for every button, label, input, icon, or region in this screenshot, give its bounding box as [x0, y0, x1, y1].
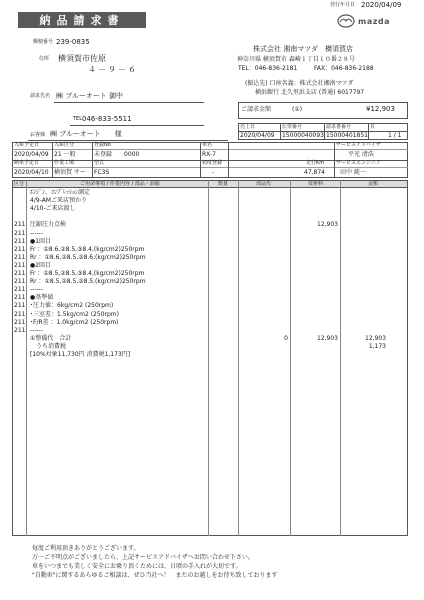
- col-header-category: 区分: [14, 181, 25, 187]
- model: RX-7: [202, 151, 216, 158]
- row-description: ･F/R差 ：1.0kg/cm2 (250rpm): [30, 318, 119, 326]
- row-description: ------: [30, 326, 43, 334]
- mileage: 47,874: [304, 169, 325, 176]
- row-description: 圧縮圧力点検: [30, 221, 67, 229]
- bill-to-name: ㈱ ブルーオート 御中: [56, 92, 124, 100]
- row-category: 211: [14, 245, 26, 253]
- address-label: 住所: [39, 56, 50, 62]
- bank-account: 横浜銀行 北久里浜支店 (普通) 6017797: [255, 89, 365, 96]
- type-label: 型式: [94, 160, 105, 166]
- row-description: ･圧力値：6kg/cm2 (250rpm): [30, 302, 114, 310]
- model-label: 車名: [202, 142, 213, 148]
- footer-line-3: 車をいつまでも美しく安全にお乗り頂くためには、日頃の手入れが大切です。: [32, 563, 242, 570]
- page-label: 頁: [370, 124, 376, 130]
- first-reg: -: [212, 169, 215, 176]
- row-category: 211: [14, 237, 26, 245]
- advisor-label: サービスアドバイザ: [336, 142, 381, 148]
- shop-label: 作業工場: [54, 160, 75, 166]
- col-header-description: ご用命事項 / 作業内容 / 部品・油脂: [80, 181, 160, 187]
- entry-kind-label: 入庫区分: [54, 142, 75, 148]
- advisor: 平光 清浩: [348, 151, 374, 158]
- issue-date-label: 発行年月日: [330, 2, 356, 8]
- row-category: 211: [14, 310, 26, 318]
- page-number: 1 / 1: [388, 132, 402, 139]
- col-header-parts: 部品代: [256, 181, 272, 187]
- row-description: ｴﾝｼﾞﾝ、ｺﾝﾌﾟﾚｯｼｮﾝ測定: [30, 189, 91, 196]
- footer-line-2: 万一ご不明点がございましたら、上記サービスアドバイザへお問い合わせ下さい。: [32, 554, 254, 561]
- customer-tel: 046-833-5511: [82, 115, 132, 123]
- row-amount: 12,903: [365, 334, 386, 342]
- footer-line-4: "自動車"に関するあらゆるご相談は、ぜひ当社へ！ またのお越しをお待ち致しております: [32, 572, 278, 579]
- bill-to-label: 請求先名: [30, 93, 51, 99]
- row-category: 211: [14, 286, 26, 294]
- mazda-emblem-icon: [337, 14, 355, 28]
- entry-kind: 21 一般: [54, 151, 76, 158]
- document-title: 納品請求書: [18, 12, 146, 28]
- row-description: Fr ：①8.5,②8.5,③8.4,(kg/cm2)250rpm: [30, 270, 145, 277]
- voucher-label: 伝票番号: [282, 124, 303, 130]
- row-description: ------: [30, 286, 43, 294]
- row-category: 211: [14, 253, 26, 261]
- billing-amount-label: ご請求金額: [241, 106, 272, 113]
- reg-no: 未登録 0000: [94, 151, 140, 158]
- row-category: 211: [14, 326, 26, 334]
- row-description: ------: [30, 229, 43, 237]
- dealer-tel: TEL：046-836-2181: [238, 65, 298, 72]
- sales-date: 2020/04/09: [240, 132, 275, 139]
- row-description: うち消費税: [30, 342, 67, 350]
- engineer: 田中 純一: [340, 169, 366, 176]
- tel-label: TEL: [73, 116, 82, 122]
- mazda-logo: [337, 14, 390, 28]
- row-amount: 1,173: [368, 342, 386, 350]
- row-category: 211: [14, 318, 26, 326]
- dealer-address: 神奈川県 横須賀市 森崎１丁目１０番２８号: [237, 56, 355, 63]
- postal-label: 郵便番号: [33, 39, 54, 45]
- delivery-date-label: 納車予定日: [14, 160, 40, 166]
- billing-amount: ¥12,903: [366, 105, 395, 113]
- row-category: 211: [14, 229, 26, 237]
- customer-name: ㈱ ブルーオート 様: [50, 130, 122, 138]
- row-description: ●基準値: [30, 294, 54, 302]
- detail-table: [12, 180, 408, 536]
- customer-label: お客様: [30, 132, 46, 138]
- address-line-2: ４－９－６: [88, 65, 138, 74]
- voucher-number: 15000040093: [282, 132, 324, 139]
- invoice-number: 15000401851: [326, 132, 368, 139]
- row-tech: 12,903: [317, 221, 338, 229]
- address-line-1: 横須賀市佐原: [58, 54, 106, 63]
- col-header-amount: 金額: [368, 181, 379, 187]
- row-description: Rr ：①8.5,②8.5,③8.5,(kg/cm2)250rpm: [30, 278, 146, 286]
- row-description: ①整備代 合計: [30, 334, 72, 342]
- row-category: 211: [14, 221, 26, 229]
- postal-code: 239-0835: [56, 38, 90, 46]
- entry-date-label: 入庫予定日: [14, 142, 40, 148]
- row-category: 211: [14, 261, 26, 269]
- engineer-label: サービスエンジニア: [336, 160, 381, 166]
- dealer-company: 株式会社 湘南マツダ 横須賀店: [253, 45, 353, 53]
- row-description: Fr ：①8.6,②8.5,③8.4,(kg/cm2)250rpm: [30, 245, 145, 253]
- row-description: 4/9-AMご来店預かり: [30, 197, 87, 205]
- issue-date: 2020/04/09: [361, 1, 402, 9]
- first-reg-label: 初度登録: [202, 160, 223, 166]
- row-description: [10%対象11,730円 消費税1,173円]: [30, 351, 131, 358]
- sales-date-label: 売上日: [240, 124, 256, 130]
- mileage-label: 走行Km: [306, 160, 325, 166]
- col-header-tech: 技術料: [308, 181, 324, 187]
- row-category: 211: [14, 278, 26, 286]
- row-category: 211: [14, 294, 26, 302]
- brand-wordmark: mazda: [358, 16, 391, 26]
- row-tech: 12,903: [317, 334, 338, 342]
- invoice-number-label: 請求書番号: [326, 124, 352, 130]
- bank-account-holder: (振込先) 口座名義：株式会社湘南マツダ: [245, 80, 354, 87]
- row-category: 211: [14, 302, 26, 310]
- row-parts: 0: [284, 334, 288, 342]
- dealer-fax: FAX：046-836-2188: [314, 65, 374, 72]
- entry-date: 2020/04/09: [14, 151, 49, 158]
- row-description: ･三室差：1.5kg/cm2 (250rpm): [30, 310, 119, 318]
- footer-line-1: 毎度ご利用頂きありがとうございます。: [32, 545, 140, 552]
- row-description: ●1回目: [30, 237, 52, 245]
- shop: 横須賀 サー: [54, 169, 86, 176]
- type: FC3S: [94, 169, 110, 176]
- row-description: Rr ：①8.6,②8.5,③8.6,(kg/cm2)250rpm: [30, 253, 146, 261]
- row-description: ●2回目: [30, 261, 52, 269]
- row-category: 211: [14, 270, 26, 277]
- row-description: 4/10-ご来店渡し: [30, 205, 76, 213]
- reg-no-label: 登録No: [94, 142, 111, 148]
- billing-amount-note: (①): [292, 106, 303, 113]
- col-header-qty: 数量: [218, 181, 229, 187]
- delivery-date: 2020/04/10: [14, 169, 49, 176]
